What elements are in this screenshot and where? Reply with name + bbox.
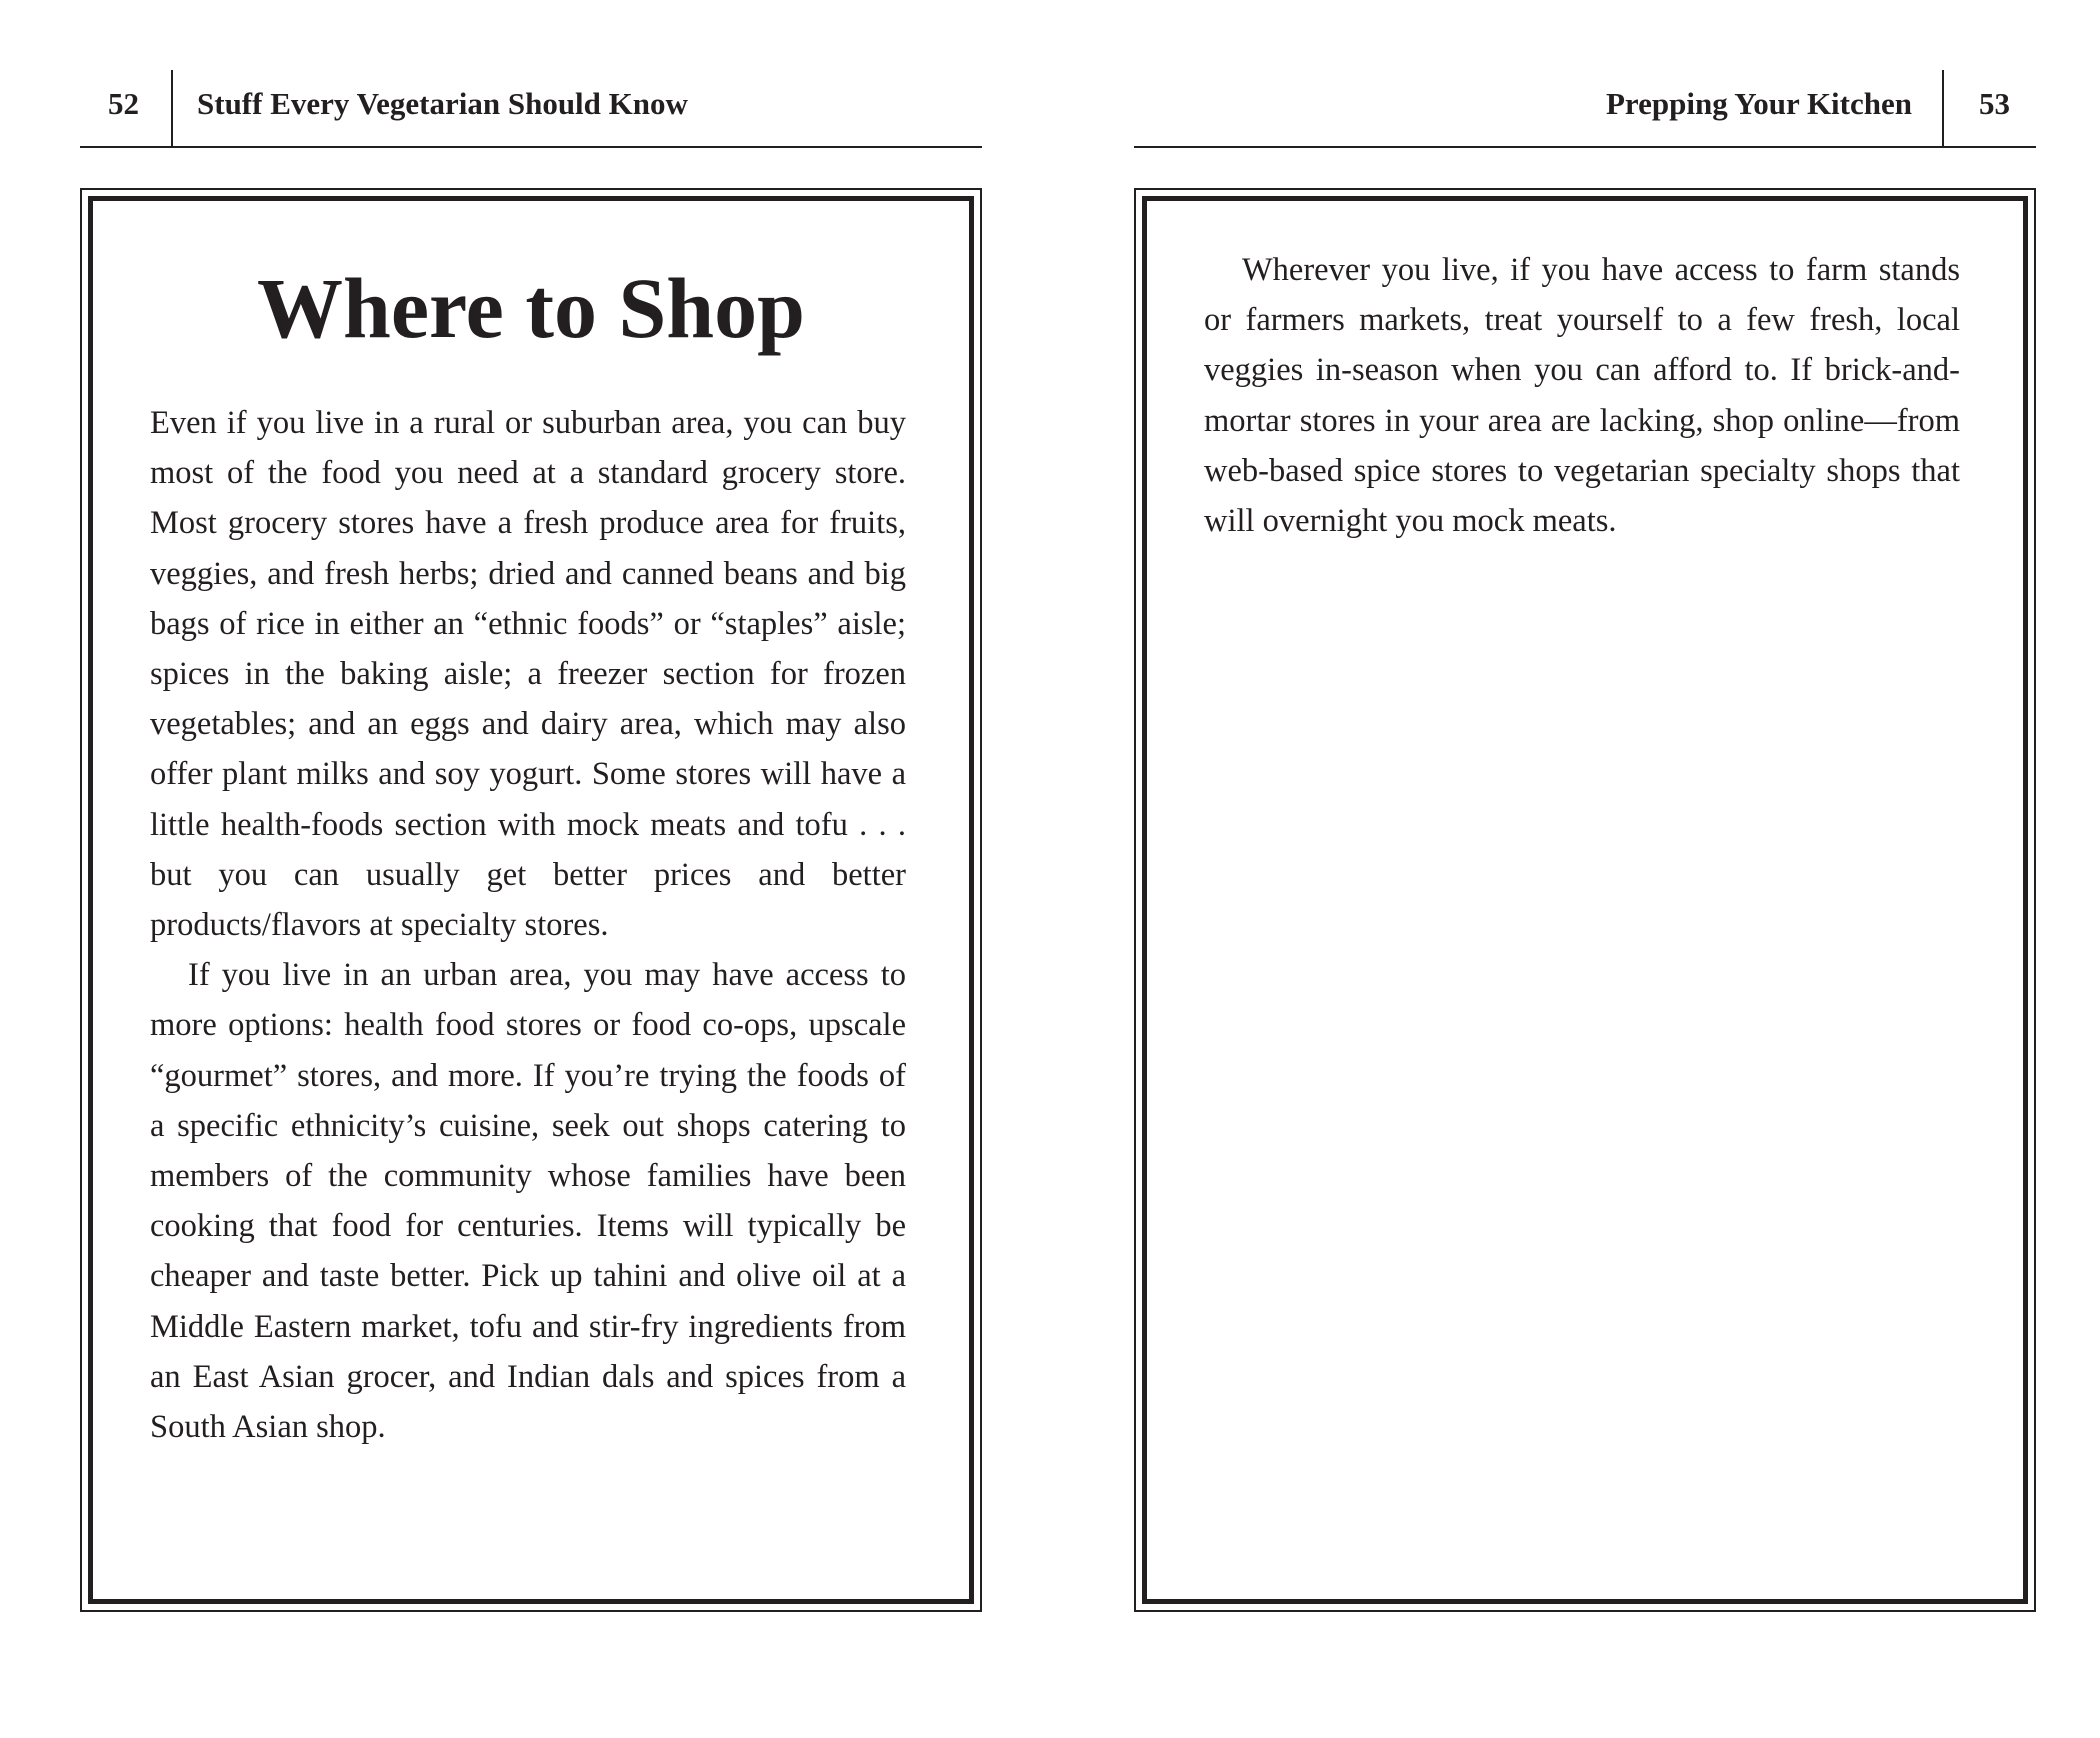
right-body-text xyxy=(1204,245,1960,546)
right-running-title: Prepping Your Kitchen xyxy=(1605,86,1912,121)
right-head-divider xyxy=(1942,70,1944,146)
left-paragraph-2: If you live in an urban area, you may have access to more options: health food stores or food co-ops, upscale “gourmet” stores, and more. If you’re trying the foods of a specific ethnicity’s cuisine, seek out shops catering to members of the community whose families have been cooking that food for centuries. Items will typically be cheaper and taste better. Pick up tahini and olive oil at a Middle Eastern market, tofu and stir-fry ingredients from an East Asian grocer, and Indian dals and spices from a South Asian shop. xyxy=(150,957,906,1446)
right-page-number: 53 xyxy=(1979,86,2010,121)
section-heading: Where to Shop xyxy=(257,260,805,356)
left-page xyxy=(80,0,982,1738)
left-page-number: 52 xyxy=(108,86,139,121)
right-paragraph-1: Wherever you live, if you have access to farm stands or farmers markets, treat yourself to a few fresh, local veggies in-season when you can afford to. If brick-and-mortar stores in your area are lacking, shop online—from web-based spice stores to vegetarian specialty shops that will overnight you mock meats. xyxy=(1204,252,1960,540)
right-page xyxy=(1134,0,2036,1738)
left-running-head xyxy=(80,70,982,148)
right-running-head xyxy=(1134,70,2036,148)
left-body-text xyxy=(150,398,906,1452)
left-head-divider xyxy=(171,70,173,146)
left-paragraph-1: Even if you live in a rural or suburban area, you can buy most of the food you need at a standard grocery store. Most grocery stores have a fresh produce area for fruits, veggies, and fresh herbs; dried and canned beans and big bags of rice in either an “ethnic foods” or “staples” aisle; spices in the baking aisle; a freezer section for frozen vegetables; and an eggs and dairy area, which may also offer plant milks and soy yogurt. Some stores will have a little health-foods section with mock meats and tofu . . . but you can usually get better prices and better products/flavors at specialty stores. xyxy=(150,405,906,944)
left-running-title: Stuff Every Vegetarian Should Know xyxy=(197,86,688,121)
